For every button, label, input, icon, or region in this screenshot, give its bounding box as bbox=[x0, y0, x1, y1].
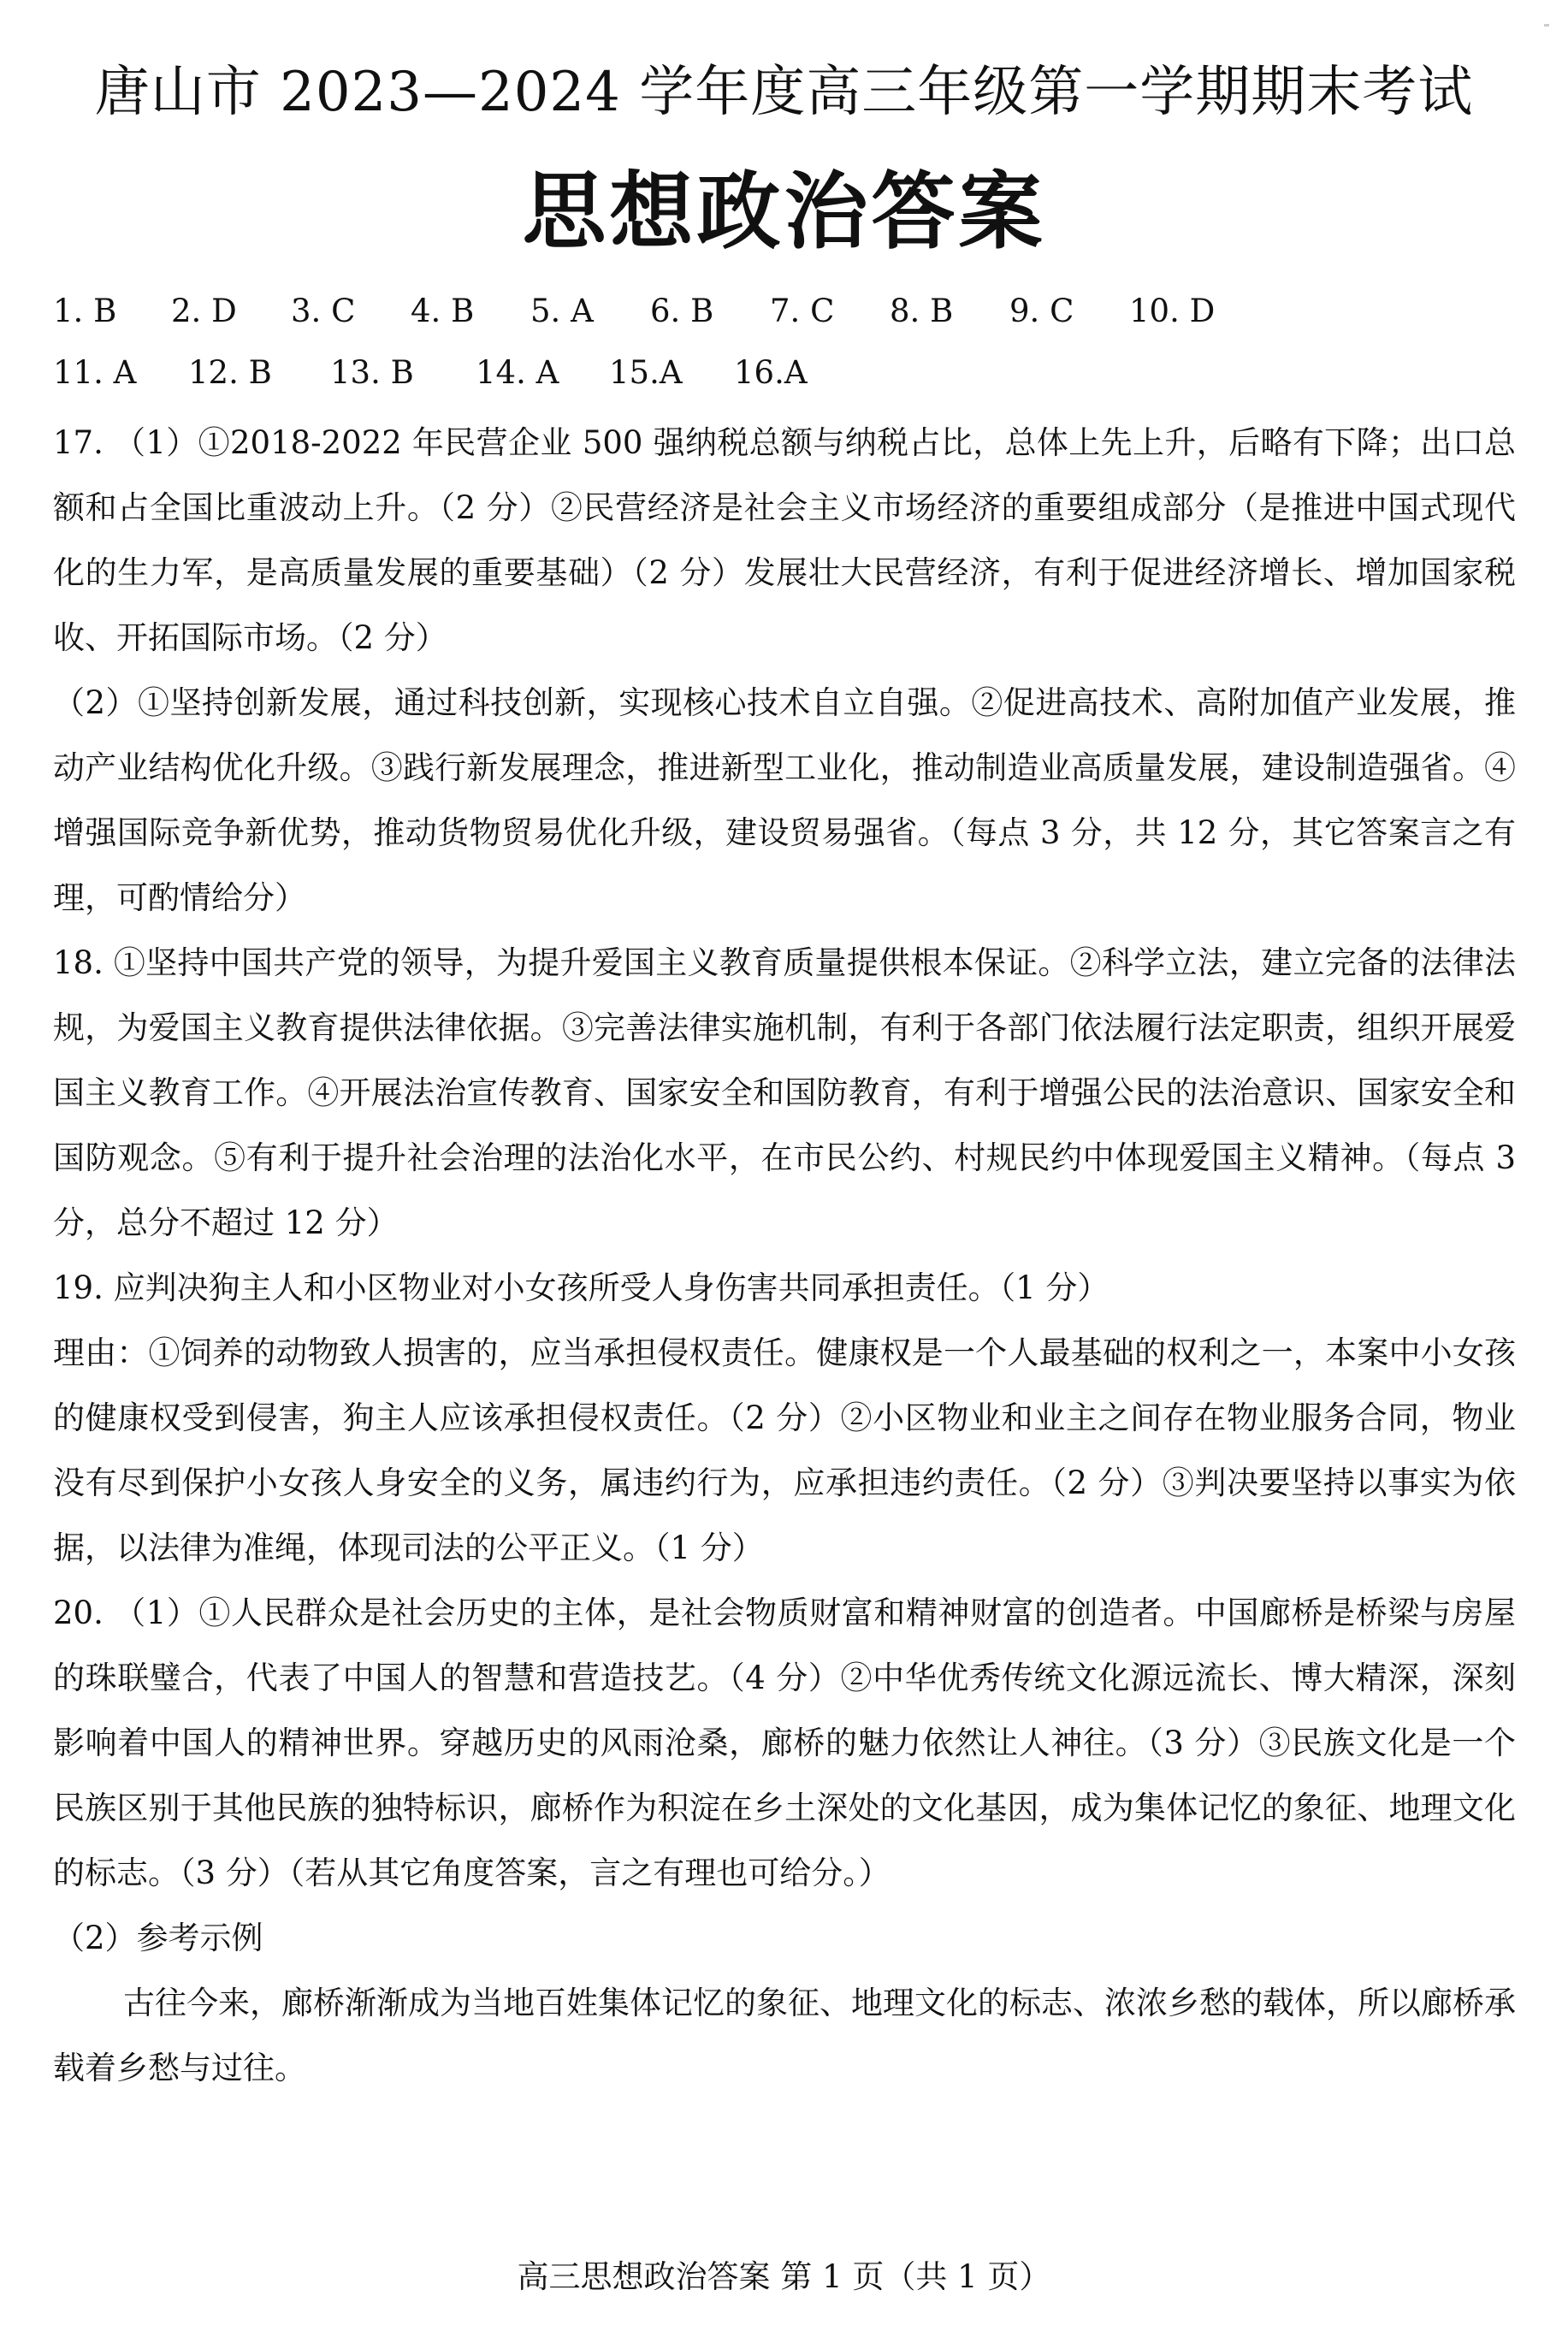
choice-answers-row-1 bbox=[53, 287, 1215, 335]
scan-speck bbox=[1544, 24, 1549, 27]
answer-20-sample: 古往今来，廊桥渐渐成为当地百姓集体记忆的象征、地理文化的标志、浓浓乡愁的载体，所以廊桥承载着乡愁与过往。 bbox=[53, 1985, 1516, 2086]
choice-answer: 9. C bbox=[1009, 293, 1074, 329]
choice-answer: 5. A bbox=[530, 293, 594, 329]
choice-answer: 15.A bbox=[609, 354, 683, 391]
answer-18: 18. ①坚持中国共产党的领导，为提升爱国主义教育质量提供根本保证。②科学立法，建立完备的法律法规，为爱国主义教育提供法律依据。③完善法律实施机制，有利于各部门依法履行法定职责，组织开展爱国主义教育工作。④开展法治宣传教育、国家安全和国防教育，有利于增强公民的法治意识、国家安全和国防观念。⑤有利于提升社会治理的法治化水平，在市民公约、村规民约中体现爱国主义精神。（每点 3 分，总分不超过 12 分） bbox=[53, 944, 1516, 1241]
choice-answer: 2. D bbox=[171, 293, 237, 329]
answer-17-part-1: 17. （1）①2018-2022 年民营企业 500 强纳税总额与纳税占比，总体上先上升，后略有下降；出口总额和占全国比重波动上升。（2 分）②民营经济是社会主义市场经济的重要组成部分（是推进中国式现代化的生力军，是高质量发展的重要基础）（2 分）发展壮大民营经济，有利于促进经济增长、增加国家税收、开拓国际市场。（2 分） bbox=[53, 424, 1516, 656]
choice-answer: 1. B bbox=[53, 293, 117, 329]
answer-17-part-2: （2）①坚持创新发展，通过科技创新，实现核心技术自立自强。②促进高技术、高附加值产业发展，推动产业结构优化升级。③践行新发展理念，推进新型工业化，推动制造业高质量发展，建设制造强省。④增强国际竞争新优势，推动货物贸易优化升级，建设贸易强省。（每点 3 分，共 12 分，其它答案言之有理，可酌情给分） bbox=[53, 684, 1516, 916]
choice-answer: 16.A bbox=[734, 354, 808, 391]
answer-20-part-1: 20. （1）①人民群众是社会历史的主体，是社会物质财富和精神财富的创造者。中国廊桥是桥梁与房屋的珠联璧合，代表了中国人的智慧和营造技艺。（4 分）②中华优秀传统文化源远流长、博大精深，深刻影响着中国人的精神世界。穿越历史的风雨沧桑，廊桥的魅力依然让人神往。（3 分）③民族文化是一个民族区别于其他民族的独特标识，廊桥作为积淀在乡土深处的文化基因，成为集体记忆的象征、地理文化的标志。（3 分）（若从其它角度答案，言之有理也可给分。） bbox=[53, 1595, 1516, 1891]
answer-body bbox=[53, 411, 1516, 2101]
choice-answer: 4. B bbox=[411, 293, 475, 329]
answer-20-part-2-heading: （2）参考示例 bbox=[53, 1920, 263, 1956]
choice-answer: 6. B bbox=[650, 293, 714, 329]
choice-answer: 3. C bbox=[291, 293, 356, 329]
page-footer: 高三思想政治答案 第 1 页（共 1 页） bbox=[517, 2258, 1051, 2295]
choice-answer: 11. A bbox=[53, 354, 137, 391]
choice-answer: 10. D bbox=[1129, 293, 1216, 329]
choice-answer: 12. B bbox=[188, 354, 272, 391]
choice-answers-row-2 bbox=[53, 349, 808, 397]
answer-19-reasons: 理由：①饲养的动物致人损害的，应当承担侵权责任。健康权是一个人最基础的权利之一，本案中小女孩的健康权受到侵害，狗主人应该承担侵权责任。（2 分）②小区物业和业主之间存在物业服务合同，物业没有尽到保护小女孩人身安全的义务，属违约行为，应承担违约责任。（2 分）③判决要坚持以事实为依据，以法律为准绳，体现司法的公平正义。（1 分） bbox=[53, 1334, 1516, 1566]
exam-title: 唐山市 2023—2024 学年度高三年级第一学期期末考试 bbox=[94, 61, 1474, 124]
choice-answer: 14. A bbox=[476, 354, 559, 391]
answer-19-verdict: 19. 应判决狗主人和小区物业对小女孩所受人身伤害共同承担责任。（1 分） bbox=[53, 1269, 1109, 1306]
choice-answer: 7. C bbox=[770, 293, 835, 329]
choice-answer: 13. B bbox=[330, 354, 414, 391]
document-subtitle: 思想政治答案 bbox=[522, 163, 1046, 261]
choice-answer: 8. B bbox=[890, 293, 954, 329]
